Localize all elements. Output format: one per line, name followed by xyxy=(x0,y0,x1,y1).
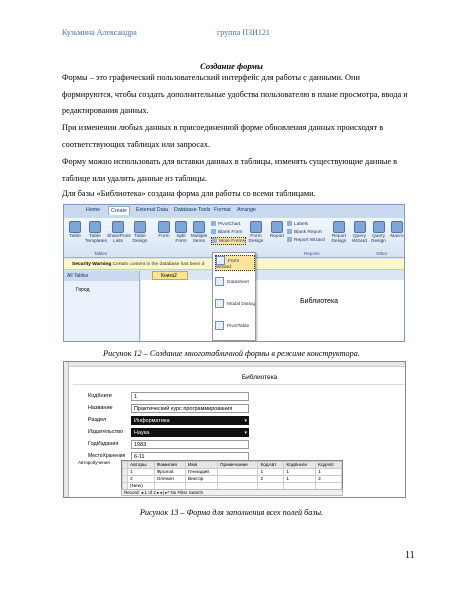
grid-cell[interactable]: Виктор xyxy=(185,476,217,483)
grid-col-header[interactable]: КодАвт xyxy=(258,462,284,469)
pivottable-icon xyxy=(215,321,224,330)
grid-cell[interactable]: Фролов xyxy=(154,469,185,476)
grid-cell[interactable]: 2 xyxy=(128,476,155,483)
field-razdel[interactable]: Информатика ▾ xyxy=(131,416,249,425)
page-header xyxy=(62,28,402,37)
paragraph-2: При изменении любых данных в присоединенной форме обновления данных происходят в соответствующих таблицах или запросах. xyxy=(62,123,384,149)
library-form-screenshot xyxy=(63,361,406,498)
tab-external-data[interactable]: External Data xyxy=(136,207,169,213)
grid-header-row xyxy=(123,462,342,469)
table-button[interactable]: Table xyxy=(67,221,83,239)
grid-cell[interactable] xyxy=(218,476,258,483)
figure-12-caption: Рисунок 12 – Создание многотабличной формы в режиме конструктора. xyxy=(103,349,360,358)
page-number: 11 xyxy=(405,550,415,561)
grid-cell[interactable]: 1 xyxy=(258,469,284,476)
navigation-pane xyxy=(64,271,140,342)
form-title: Библиотека xyxy=(241,374,278,381)
field-mestohraneniya[interactable]: 6-11 xyxy=(131,452,249,461)
query-wizard-icon xyxy=(354,221,366,233)
blank-report-command[interactable]: Blank Report xyxy=(287,229,322,235)
authors-subform-grid xyxy=(121,460,343,490)
group-other: Other xyxy=(376,251,388,256)
grid-cell[interactable] xyxy=(218,469,258,476)
header-author: Кузьмина Александра xyxy=(62,28,137,37)
design-canvas xyxy=(141,280,405,342)
menu-modal-dialog[interactable]: Modal Dialog xyxy=(215,299,255,308)
field-label-izdatelstvo: Издательство xyxy=(88,429,124,435)
macro-icon xyxy=(391,221,403,233)
form-divider xyxy=(73,384,405,385)
report-design-button[interactable]: Report Design xyxy=(330,221,348,244)
grid-cell[interactable]: 2 xyxy=(316,476,342,483)
grid-cell[interactable]: 2 xyxy=(258,476,284,483)
field-label-kodknigi: КодКниги xyxy=(88,393,112,399)
labels-command[interactable]: Labels xyxy=(287,221,308,227)
grid-cell[interactable]: 1 xyxy=(284,469,316,476)
grid-cell[interactable]: 1 xyxy=(284,476,316,483)
grid-col-header[interactable]: КодАвт xyxy=(316,462,342,469)
grid-col-header[interactable]: Имя xyxy=(185,462,217,469)
split-form-icon xyxy=(175,221,187,233)
grid-cell[interactable]: Оленин xyxy=(154,476,185,483)
nav-item-gorod[interactable]: Город xyxy=(76,287,90,293)
macro-button[interactable]: Macro xyxy=(389,221,405,239)
nav-header[interactable]: All Tables xyxy=(64,271,139,281)
tab-arrange[interactable]: Arrange xyxy=(237,207,256,213)
sharepoint-icon xyxy=(112,221,124,233)
report-wizard-command[interactable]: Report Wizard xyxy=(287,237,325,243)
paragraph-1: Формы – это графический пользовательский интерфейс для работы с данными. Они формируются, чтобы создать дополнительные удобства пользователю в плане просмотра, ввода и редактирования данных. xyxy=(62,73,408,115)
field-label-razdel: Раздел xyxy=(88,417,107,423)
header-group: группа ПЗИ121 xyxy=(217,28,270,37)
grid-cell[interactable]: (New) xyxy=(128,483,155,490)
group-reports: Reports xyxy=(304,251,320,256)
grid-col-header[interactable]: Фамилия xyxy=(154,462,185,469)
form-button[interactable]: Form xyxy=(156,221,172,239)
modal-dialog-icon xyxy=(215,299,224,308)
field-izdatelstvo[interactable]: Наука ▾ xyxy=(131,428,249,437)
record-navigation[interactable]: Record: ◂ 1 of 2 ▸ ▸| ▸* No Filter Search xyxy=(121,489,343,496)
record-selector-bar xyxy=(64,362,69,497)
pivotchart-command[interactable]: PivotChart xyxy=(211,221,240,227)
menu-form-wizard[interactable]: Form Wizard xyxy=(215,255,255,271)
form-header-strip xyxy=(69,362,405,367)
form-icon xyxy=(158,221,170,233)
subform-label: Авторобучения xyxy=(78,460,110,465)
form-design-icon xyxy=(250,221,262,233)
table-row[interactable] xyxy=(123,476,342,483)
paragraph-4: Для базы «Библиотека» создана форма для работы со всеми таблицами. xyxy=(62,189,316,198)
query-design-icon xyxy=(373,221,385,233)
more-forms-menu xyxy=(212,252,256,341)
table-design-icon xyxy=(134,221,146,233)
sharepoint-lists-button[interactable]: SharePoint Lists xyxy=(107,221,129,244)
paragraph-3: Форму можно использовать для вставки данных в таблицы, изменять существующие данные в таблице или удалить данные из таблицы. xyxy=(62,157,398,183)
blank-form-command[interactable]: Blank Form xyxy=(211,229,243,235)
split-form-button[interactable]: Split Form xyxy=(173,221,189,244)
grid-cell[interactable]: 1 xyxy=(316,469,342,476)
canvas-label: Библиотека xyxy=(300,298,339,305)
query-design-button[interactable]: Query Design xyxy=(370,221,387,244)
field-label-godizdaniya: ГодИздания xyxy=(88,441,119,447)
security-warning-label: Security Warning xyxy=(72,262,112,267)
form-design-button[interactable]: Form Design xyxy=(247,221,265,244)
query-wizard-button[interactable]: Query Wizard xyxy=(351,221,368,244)
report-icon xyxy=(271,221,283,233)
field-label-mestohraneniya: МестоХранения xyxy=(88,453,126,459)
tab-format[interactable]: Format xyxy=(214,207,231,213)
field-kodknigi[interactable]: 1 xyxy=(131,392,249,401)
security-warning-text: Certain content in the database has been d xyxy=(112,262,205,267)
report-design-icon xyxy=(333,221,345,233)
field-godizdaniya[interactable]: 1983 xyxy=(131,440,249,449)
section-title: Создание формы xyxy=(200,61,263,71)
multiple-items-button[interactable]: Multiple Items xyxy=(190,221,208,244)
tab-home[interactable]: Home xyxy=(86,207,101,213)
grid-col-header[interactable]: Примечание xyxy=(218,462,258,469)
table-templates-button[interactable]: Table Templates xyxy=(85,221,105,244)
field-label-nazvanie: Название xyxy=(88,405,113,411)
tab-database-tools[interactable]: Database Tools xyxy=(174,207,211,213)
table-templates-icon xyxy=(89,221,101,233)
table-icon xyxy=(69,221,81,233)
menu-datasheet[interactable]: Datasheet xyxy=(215,277,255,286)
more-forms-command[interactable]: More Forms xyxy=(211,237,246,245)
grid-cell[interactable]: 1 xyxy=(128,469,155,476)
group-tables: Tables xyxy=(94,251,108,256)
menu-pivottable[interactable]: PivotTable xyxy=(215,321,255,330)
grid-col-header[interactable]: Авторы xyxy=(128,462,155,469)
access-create-screenshot xyxy=(63,204,405,342)
field-nazvanie[interactable]: Практический курс программирования xyxy=(131,404,249,413)
table-design-button[interactable]: Table Design xyxy=(131,221,149,244)
datasheet-icon xyxy=(215,277,224,286)
figure-13-caption: Рисунок 13 – Форма для заполнения всех полей базы. xyxy=(139,508,324,517)
grid-col-header[interactable]: КодКниги xyxy=(284,462,316,469)
grid-cell[interactable]: Геннадий xyxy=(185,469,217,476)
multiple-items-icon xyxy=(193,221,205,233)
document-tab[interactable]: Книга2 xyxy=(152,271,188,280)
table-row[interactable] xyxy=(123,469,342,476)
tab-create[interactable]: Create xyxy=(108,206,130,215)
report-button[interactable]: Report xyxy=(269,221,285,239)
form-wizard-icon xyxy=(216,256,225,265)
ribbon-tabs xyxy=(64,205,404,218)
